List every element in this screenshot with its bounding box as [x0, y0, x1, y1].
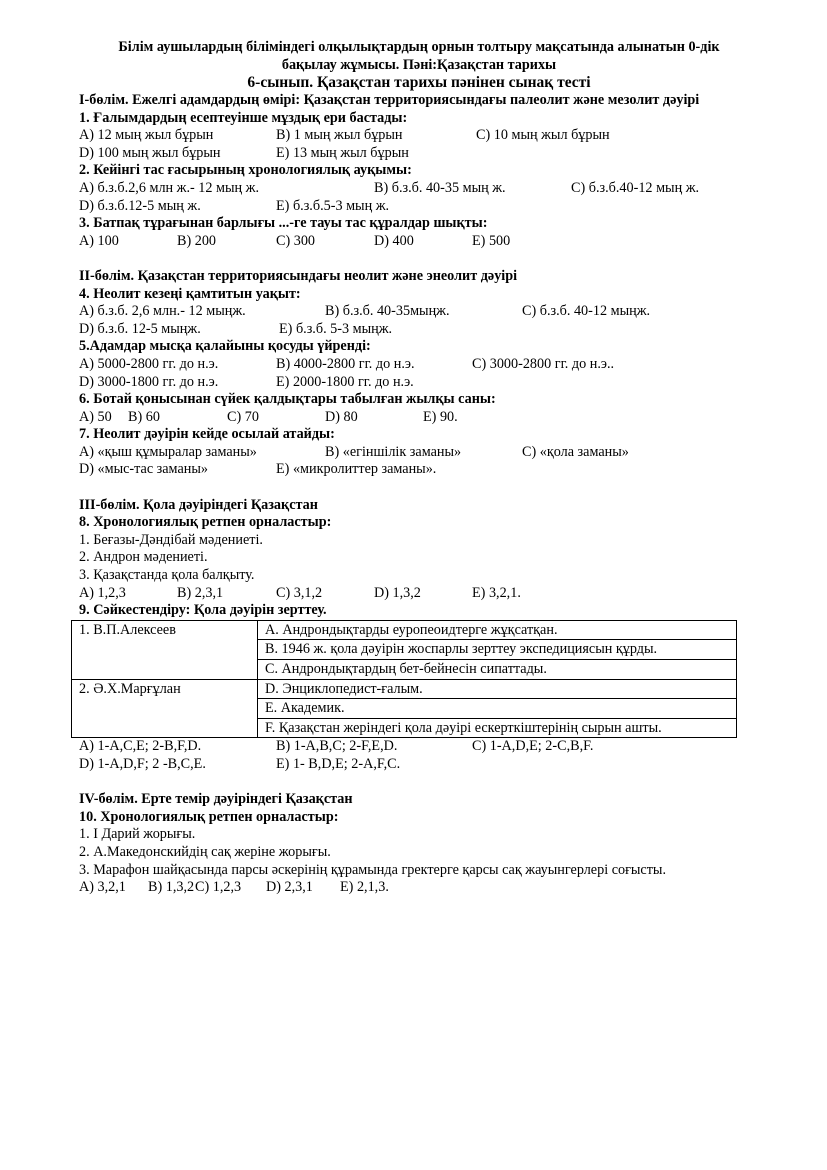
option-c: C) 1,2,3: [195, 879, 242, 896]
options-row: [79, 756, 759, 774]
options-row: [79, 879, 759, 897]
list-item: 2. А.Македонскийдің сақ жеріне жорығы.: [79, 843, 331, 860]
option-d: D) 2,3,1: [266, 879, 313, 896]
options-row: [79, 356, 759, 374]
list-item: 1. I Дарий жорығы.: [79, 826, 196, 843]
option-a: A) 12 мың жыл бұрын: [79, 127, 214, 144]
option-c: C) 1-A,D,E; 2-C,B,F.: [472, 738, 594, 755]
table-cell-statement: F. Қазақстан жеріндегі қола дәуірі ескерткіштерінің сырын ашты.: [258, 718, 737, 738]
option-a: A) 1,2,3: [79, 584, 126, 601]
option-a: A) «қыш құмыралар заманы»: [79, 443, 257, 460]
option-d: D) б.з.б. 12-5 мыңж.: [79, 320, 201, 337]
options-row: [79, 321, 759, 339]
question-3: 3. Батпақ тұрағынан барлығы ...-ге тауы тас құралдар шықты:: [79, 215, 488, 232]
option-c: C) б.з.б. 40-12 мыңж.: [522, 303, 651, 320]
list-item: 1. Беғазы-Дәндібай мәдениеті.: [79, 531, 263, 548]
header-line-1: Білім аушылардың біліміндегі олқылықтардың орнын толтыру мақсатында алынатын 0-дік: [118, 39, 720, 55]
option-a: A) 5000-2800 гг. до н.э.: [79, 355, 219, 372]
option-a: A) б.з.б. 2,6 млн.- 12 мыңж.: [79, 303, 246, 320]
option-d: D) 400: [374, 232, 414, 249]
table-cell-statement: D. Энциклопедист-ғалым.: [258, 679, 737, 699]
option-b: B) 1,3,2: [148, 879, 195, 896]
option-e: E) 90.: [423, 408, 458, 425]
option-d: D) «мыс-тас заманы»: [79, 461, 208, 478]
option-e: E) 1- B,D,E; 2-A,F,C.: [276, 755, 401, 772]
list-item: 2. Андрон мәдениеті.: [79, 549, 208, 566]
option-e: E) 500: [472, 232, 511, 249]
option-a: A) 1-A,C,E; 2-B,F,D.: [79, 738, 202, 755]
option-d: D) 100 мың жыл бұрын: [79, 144, 221, 161]
option-b: B) 4000-2800 гг. до н.э.: [276, 355, 415, 372]
option-a: A) 50: [79, 408, 112, 425]
question-7: 7. Неолит дәуірін кейде осылай атайды:: [79, 426, 335, 443]
question-5: 5.Адамдар мысқа қалайыны қосуды үйренді:: [79, 338, 371, 355]
header-line-2: бақылау жұмысы. Пәні:Қазақстан тарихы: [281, 57, 557, 73]
list-item: 3. Қазақстанда қола балқыту.: [79, 567, 255, 584]
table-cell-statement: A. Андрондықтарды еуропеоидтерге жұқсатқан.: [258, 620, 737, 640]
option-b: B) 200: [177, 232, 217, 249]
document-page: [79, 38, 759, 897]
option-e: E) 3,2,1.: [472, 584, 521, 601]
question-9: 9. Сәйкестендіру: Қола дәуірін зерттеу.: [79, 602, 327, 619]
option-c: C) 70: [227, 408, 259, 425]
options-row: [79, 444, 759, 462]
table-cell-person: 2. Ә.Х.Марғұлан: [72, 679, 258, 738]
options-row: [79, 461, 759, 479]
option-b: B) 60: [128, 408, 160, 425]
question-4: 4. Неолит кезеңі қамтитын уақыт:: [79, 285, 301, 302]
options-row: [79, 303, 759, 321]
options-row: [79, 145, 759, 163]
section-2-title: II-бөлім. Қазақстан территориясындағы неолит және энеолит дәуірі: [79, 267, 518, 284]
option-a: A) 100: [79, 232, 119, 249]
option-d: D) б.з.б.12-5 мың ж.: [79, 197, 201, 214]
list-item: 3. Марафон шайқасында парсы әскерінің құрамында гректерге қарсы сақ жауынгерлері соғысты.: [79, 861, 667, 878]
option-d: D) 1,3,2: [374, 584, 421, 601]
matching-table: [71, 620, 737, 739]
question-6: 6. Ботай қонысынан сүйек қалдықтары табылған жылқы саны:: [79, 391, 496, 408]
option-e: E) 13 мың жыл бұрын: [276, 144, 409, 161]
table-cell-statement: B. 1946 ж. қола дәуірін жоспарлы зерттеу экспедициясын құрды.: [258, 640, 737, 660]
options-row: [79, 180, 759, 198]
question-1: 1. Ғалымдардың есептеуінше мұздық ери бастады:: [79, 109, 408, 126]
option-e: E) б.з.б. 5-3 мыңж.: [279, 320, 393, 337]
options-row: [79, 409, 759, 427]
option-e: E) б.з.б.5-3 мың ж.: [276, 197, 390, 214]
options-row: [79, 233, 759, 251]
option-b: B) «егіншілік заманы»: [325, 443, 462, 460]
option-d: D) 80: [325, 408, 358, 425]
table-cell-statement: C. Андрондықтардың бет-бейнесін сипаттады.: [258, 660, 737, 680]
question-8: 8. Хронологиялық ретпен орналастыр:: [79, 514, 332, 531]
option-b: B) б.з.б. 40-35 мың ж.: [374, 179, 506, 196]
option-c: C) «қола заманы»: [522, 443, 629, 460]
option-a: A) 3,2,1: [79, 879, 126, 896]
option-c: C) б.з.б.40-12 мың ж.: [571, 179, 700, 196]
question-2: 2. Кейінгі тас ғасырының хронологиялық ауқымы:: [79, 162, 412, 179]
options-row: [79, 374, 759, 392]
table-cell-statement: E. Академик.: [258, 699, 737, 719]
options-row: [79, 127, 759, 145]
option-d: D) 3000-1800 гг. до н.э.: [79, 373, 219, 390]
question-10: 10. Хронологиялық ретпен орналастыр:: [79, 808, 339, 825]
section-4-title: IV-бөлім. Ерте темір дәуіріндегі Қазақстан: [79, 791, 353, 808]
option-c: C) 3,1,2: [276, 584, 323, 601]
options-row: [79, 738, 759, 756]
option-d: D) 1-A,D,F; 2 -B,C,E.: [79, 755, 206, 772]
option-b: B) б.з.б. 40-35мыңж.: [325, 303, 450, 320]
option-e: E) «микролиттер заманы».: [276, 461, 437, 478]
section-3-title: III-бөлім. Қола дәуіріндегі Қазақстан: [79, 496, 318, 513]
option-e: E) 2,1,3.: [340, 879, 389, 896]
options-row: [79, 198, 759, 216]
table-cell-person: 1. В.П.Алексеев: [72, 620, 258, 679]
option-c: C) 300: [276, 232, 316, 249]
option-e: E) 2000-1800 гг. до н.э.: [276, 373, 414, 390]
option-c: C) 3000-2800 гг. до н.э..: [472, 355, 615, 372]
section-1-title: I-бөлім. Ежелгі адамдардың өмірі: Қазақстан территориясындағы палеолит және мезолит дәуірі: [79, 92, 700, 108]
option-a: A) б.з.б.2,6 млн ж.- 12 мың ж.: [79, 179, 260, 196]
options-row: [79, 585, 759, 603]
option-c: C) 10 мың жыл бұрын: [476, 127, 610, 144]
option-b: B) 1 мың жыл бұрын: [276, 127, 403, 144]
option-b: B) 1-A,B,C; 2-F,E,D.: [276, 738, 398, 755]
header-line-3: 6-сынып. Қазақстан тарихы пәнінен сынақ тесті: [247, 74, 591, 91]
option-b: B) 2,3,1: [177, 584, 224, 601]
